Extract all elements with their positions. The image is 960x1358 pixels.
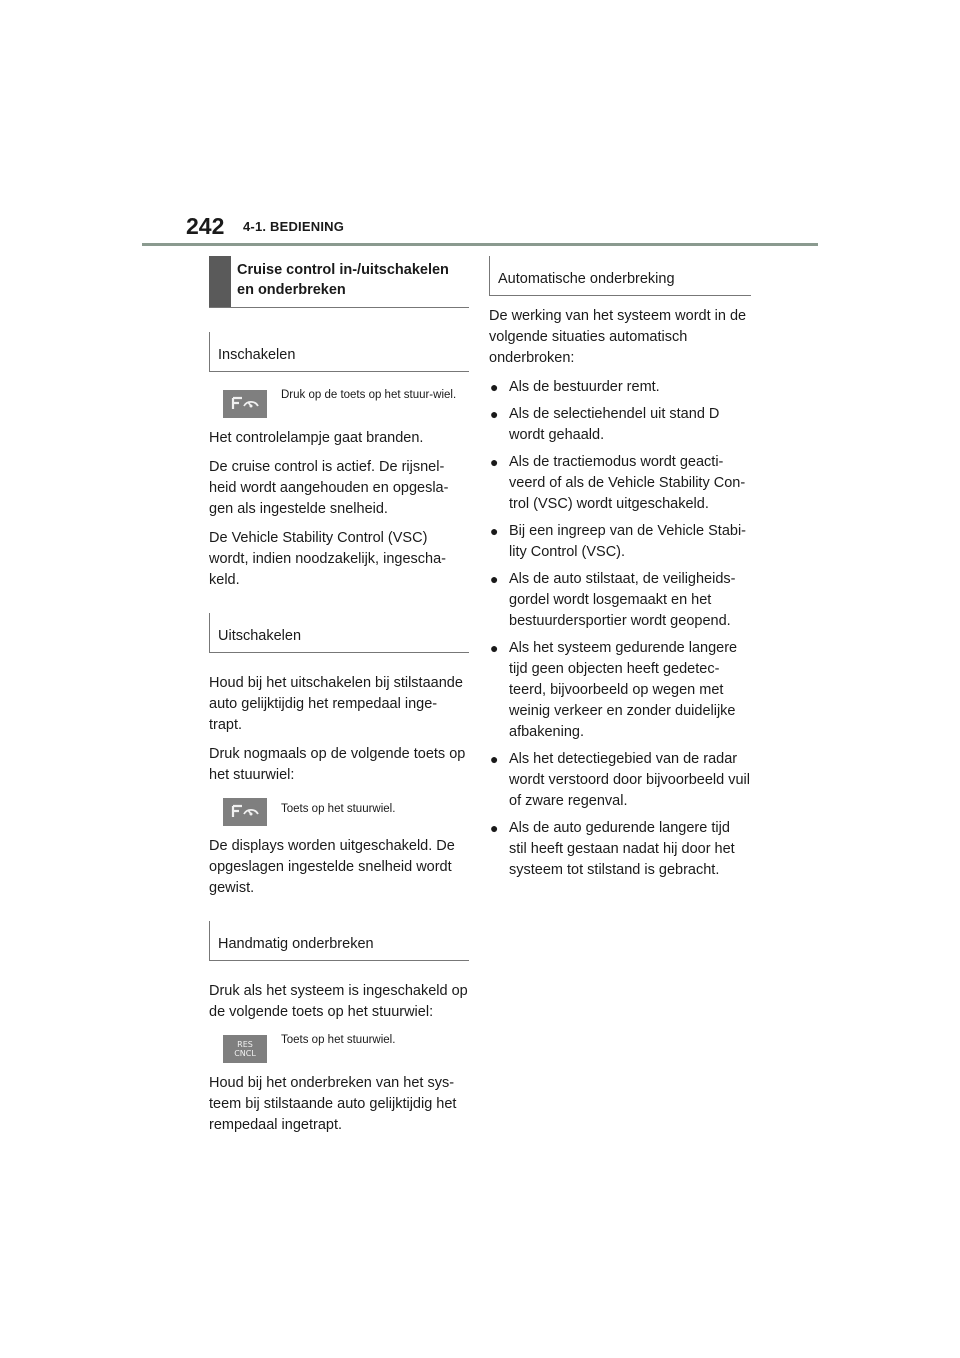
cncl-label: CNCL [234,1049,256,1058]
main-heading [209,256,469,308]
subheading-handmatig [209,921,469,961]
list-item [489,569,751,632]
list-item-text: Als de auto gedurende langere tijd stil heeft gestaan nadat hij door het systeem tot stilstand is gebracht. [509,820,735,878]
steering-button-row [223,386,469,418]
paragraph: De Vehicle Stability Control (VSC) wordt, indien noodzakelijk, ingescha-keld. [209,530,446,588]
list-item [489,749,751,812]
paragraph: Houd bij het uitschakelen bij stilstaande auto gelijktijdig het rempedaal inge-trapt. [209,675,463,733]
steering-button-row [223,794,469,826]
bullet-icon: ● [490,454,499,470]
res-label: RES [237,1040,253,1049]
subheading-automatische-onderbreking [489,256,751,296]
subheading-text: Automatische onderbreking [498,271,675,287]
page-number: 242 [186,213,225,239]
list-item [489,404,751,446]
list-item [489,818,751,881]
button-caption: Toets op het stuurwiel. [281,803,396,815]
subheading-inschakelen [209,332,469,372]
button-caption: Toets op het stuurwiel. [281,1034,396,1046]
bullet-list [489,377,751,881]
cruise-control-button-icon [223,390,267,418]
bullet-icon: ● [490,379,499,395]
paragraph: Druk als het systeem is ingeschakeld op de volgende toets op het stuurwiel: [209,983,468,1020]
right-column [489,256,751,887]
left-column [209,256,469,1144]
list-item [489,638,751,743]
paragraph: Het controlelampje gaat branden. [209,430,424,446]
subheading-text: Inschakelen [218,347,296,363]
paragraph: De displays worden uitgeschakeld. De opgeslagen ingestelde snelheid wordt gewist. [209,838,455,896]
section-title: 4-1. BEDIENING [243,219,345,234]
list-item-text: Als het detectiegebied van de radar wordt verstoord door bijvoorbeeld vuil of zware regenval. [509,751,750,809]
subheading-uitschakelen [209,613,469,653]
cruise-control-button-icon [223,798,267,826]
list-item [489,521,751,563]
bullet-icon: ● [490,571,499,587]
list-item [489,377,751,398]
list-item [489,452,751,515]
steering-button-row [223,1031,469,1063]
paragraph: Druk nogmaals op de volgende toets op het stuurwiel: [209,746,466,783]
list-item-text: Als de selectiehendel uit stand D wordt gehaald. [509,406,720,443]
heading-bar [209,256,231,307]
header-divider [142,243,818,246]
bullet-icon: ● [490,406,499,422]
paragraph: Houd bij het onderbreken van het sys-teem bij stilstaande auto gelijktijdig het rempedaal ingetrapt. [209,1075,457,1133]
button-caption: Druk op de toets op het stuur-wiel. [281,389,457,401]
bullet-icon: ● [490,523,499,539]
list-item-text: Bij een ingreep van de Vehicle Stabi-lity Control (VSC). [509,523,746,560]
bullet-icon: ● [490,640,499,656]
bullet-icon: ● [490,820,499,836]
subheading-text: Uitschakelen [218,628,302,644]
list-item-text: Als het systeem gedurende langere tijd geen objecten heeft gedetec-teerd, bijvoorbeeld op wegen met weinig verkeer en zonder duidelijke afbakening. [509,640,738,740]
res-cncl-button-icon [223,1035,267,1063]
main-heading-text: Cruise control in-/uitschakelen en onderbreken [237,262,449,298]
list-item-text: Als de auto stilstaat, de veiligheids-gordel wordt losgemaakt en het bestuurdersportier wordt geopend. [509,571,736,629]
list-item-text: Als de bestuurder remt. [509,379,660,395]
paragraph: De werking van het systeem wordt in de volgende situaties automatisch onderbroken: [489,308,747,366]
subheading-text: Handmatig onderbreken [218,936,374,952]
list-item-text: Als de tractiemodus wordt geacti-veerd of als de Vehicle Stability Con-trol (VSC) wordt uitgeschakeld. [509,454,746,512]
paragraph: De cruise control is actief. De rijsnel-heid wordt aangehouden en opgesla-gen als ingestelde snelheid. [209,459,449,517]
bullet-icon: ● [490,751,499,767]
